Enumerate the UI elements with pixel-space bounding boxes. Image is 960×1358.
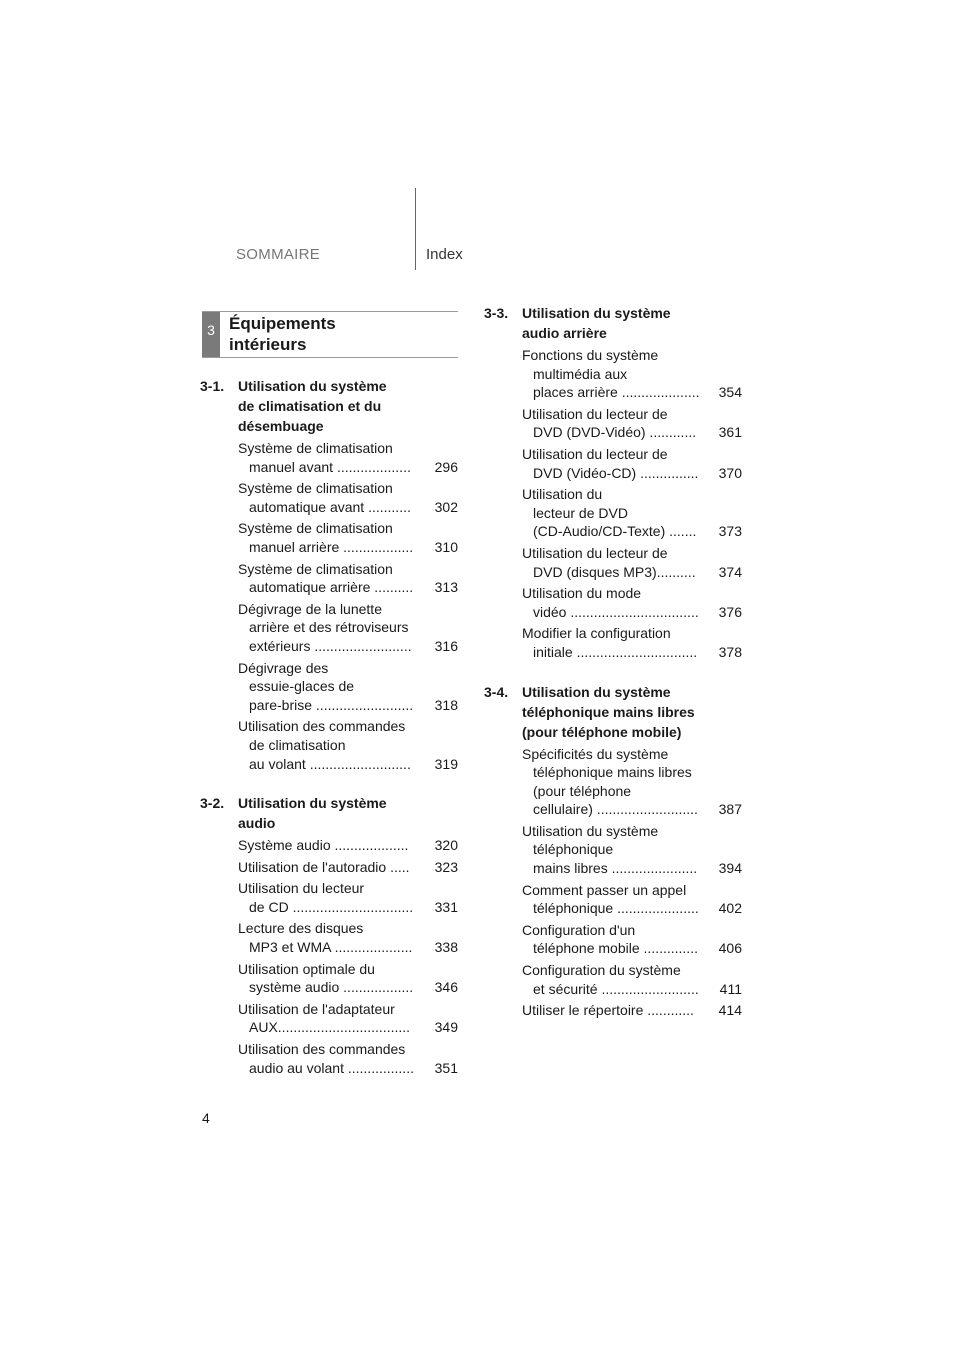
- section-title: Utilisation du système de climatisation et du désembuage: [238, 378, 387, 434]
- toc-entry[interactable]: [522, 445, 742, 482]
- toc-entry-page: 361: [718, 424, 742, 441]
- toc-entry-page: 376: [718, 603, 742, 620]
- toc-entry-title: Utilisation du lecteur de CD ...............................: [238, 880, 414, 915]
- toc-section: [484, 303, 742, 662]
- toc-entry[interactable]: [522, 485, 742, 541]
- toc-entry-page: 302: [434, 498, 458, 515]
- toc-entry-page: 331: [434, 898, 458, 915]
- toc-entry-title: Système de climatisation automatique arrière ..........: [238, 560, 414, 596]
- toc-entry[interactable]: [522, 961, 742, 998]
- chapter-rule-top: [202, 311, 458, 312]
- toc-entry-title: Utilisation du lecteur de DVD (Vidéo-CD) ...............: [522, 445, 699, 481]
- section-title: Utilisation du système audio: [238, 795, 387, 832]
- toc-entry-title: Utilisation optimale du système audio ..................: [238, 960, 414, 996]
- toc-section: [200, 376, 458, 773]
- toc-entry-title: Système audio ...................: [238, 837, 409, 854]
- toc-entry-page: 319: [434, 755, 458, 772]
- nav-sommaire-link[interactable]: SOMMAIRE: [236, 246, 321, 263]
- toc-entry[interactable]: [238, 479, 458, 516]
- toc-entry-title: Modifier la configuration initiale ...............................: [522, 625, 698, 660]
- toc-entry-page: 323: [434, 858, 458, 875]
- toc-entry-page: 387: [718, 801, 742, 818]
- section-number: 3-2.: [200, 795, 225, 812]
- toc-entry-page: 351: [434, 1059, 458, 1076]
- section-title: Utilisation du système téléphonique mains libres (pour téléphone mobile): [522, 683, 695, 740]
- toc-entry[interactable]: [522, 544, 742, 581]
- toc-entry-page: 406: [718, 940, 742, 957]
- toc-entry-page: 402: [718, 900, 742, 917]
- toc-entry-title: Utilisation de l'adaptateur AUX..................................: [238, 1000, 411, 1036]
- toc-entry-page: 394: [718, 860, 742, 877]
- toc-column-right: [484, 303, 742, 1040]
- toc-entry-page: 414: [718, 1002, 742, 1019]
- section-heading: [484, 303, 742, 343]
- section-number: 3-4.: [484, 683, 509, 700]
- toc-entry-title: Utilisation des commandes audio au volant .................: [238, 1041, 414, 1076]
- toc-entry-page: 316: [434, 637, 458, 654]
- toc-entry-title: Dégivrage de la lunette arrière et des rétroviseurs extérieurs .........................: [238, 600, 412, 654]
- chapter-tab: 3: [202, 312, 220, 358]
- toc-section: [200, 793, 458, 1077]
- toc-entry-page: 370: [718, 464, 742, 481]
- toc-entry[interactable]: [238, 1040, 458, 1077]
- toc-entry-title: Spécificités du système téléphonique mains libres (pour téléphone cellulaire) ..........................: [522, 745, 698, 818]
- toc-entry[interactable]: [238, 659, 458, 715]
- toc-entry-page: 310: [434, 538, 458, 555]
- chapter-rule-bottom: [202, 357, 458, 358]
- toc-entry-title: Utiliser le répertoire ............: [522, 1002, 694, 1019]
- toc-entry-title: Utilisation du lecteur de DVD (DVD-Vidéo) ............: [522, 405, 697, 441]
- section-number: 3-1.: [200, 378, 225, 394]
- toc-entry-page: 354: [718, 384, 742, 401]
- toc-entry[interactable]: [522, 624, 742, 661]
- toc-entry-title: Utilisation de l'autoradio .....: [238, 858, 410, 875]
- toc-entry-page: 346: [434, 979, 458, 996]
- toc-entry-title: Système de climatisation automatique avant ...........: [238, 480, 411, 515]
- chapter-title: Équipements intérieurs: [229, 314, 336, 354]
- toc-entry[interactable]: [238, 519, 458, 556]
- toc-entry[interactable]: [522, 584, 742, 621]
- toc-entry[interactable]: [522, 881, 742, 918]
- toc-entry[interactable]: [522, 405, 742, 442]
- page-number: 4: [202, 1110, 210, 1126]
- section-heading: [200, 793, 458, 833]
- toc-entry-page: 378: [718, 643, 742, 660]
- toc-entry-title: Système de climatisation manuel arrière ..................: [238, 520, 414, 555]
- toc-section: [484, 682, 742, 1020]
- section-heading: [484, 682, 742, 742]
- toc-entry[interactable]: [238, 879, 458, 916]
- section-number: 3-3.: [484, 305, 509, 321]
- toc-entry[interactable]: [238, 919, 458, 956]
- toc-entry-title: Comment passer un appel téléphonique .....................: [522, 881, 699, 917]
- toc-entry[interactable]: [238, 836, 458, 855]
- toc-entry-page: 349: [434, 1019, 458, 1036]
- nav-index-link[interactable]: Index: [426, 246, 463, 263]
- toc-entry-title: Lecture des disques MP3 et WMA ....................: [238, 920, 413, 956]
- toc-entry-page: 318: [434, 696, 458, 713]
- toc-entry-page: 374: [718, 563, 742, 580]
- nav-divider: [415, 188, 416, 270]
- toc-entry[interactable]: [522, 822, 742, 878]
- toc-entry-title: Utilisation des commandes de climatisation au volant ..........................: [238, 718, 411, 772]
- toc-entry[interactable]: [238, 439, 458, 476]
- toc-entry[interactable]: [238, 560, 458, 597]
- toc-entry[interactable]: [238, 600, 458, 656]
- toc-entry-title: Système de climatisation manuel avant ...................: [238, 440, 411, 475]
- toc-entry[interactable]: [522, 346, 742, 402]
- toc-entry[interactable]: [238, 717, 458, 773]
- toc-entry-page: 296: [434, 458, 458, 475]
- toc-entry[interactable]: [238, 960, 458, 997]
- toc-column-left: [200, 376, 458, 1097]
- toc-entry-title: Utilisation du mode vidéo .................................: [522, 585, 699, 620]
- toc-entry-title: Configuration d'un téléphone mobile ..............: [522, 921, 698, 957]
- section-heading: [200, 376, 458, 436]
- toc-entry-page: 313: [434, 579, 458, 596]
- toc-entry-title: Fonctions du système multimédia aux places arrière ....................: [522, 347, 700, 401]
- toc-entry-page: 338: [434, 939, 458, 956]
- toc-entry-title: Configuration du système et sécurité .........................: [522, 962, 699, 997]
- section-title: Utilisation du système audio arrière: [522, 305, 671, 341]
- toc-entry[interactable]: [238, 858, 458, 877]
- toc-entry[interactable]: [522, 1001, 742, 1020]
- toc-entry[interactable]: [522, 745, 742, 819]
- toc-entry-title: Utilisation du lecteur de DVD (CD-Audio/CD-Texte) .......: [522, 486, 697, 540]
- toc-entry-title: Utilisation du lecteur de DVD (disques MP3)..........: [522, 544, 696, 580]
- toc-entry[interactable]: [238, 1000, 458, 1037]
- toc-entry-title: Dégivrage des essuie-glaces de pare-brise .........................: [238, 659, 414, 713]
- toc-entry-page: 411: [719, 980, 742, 997]
- toc-entry[interactable]: [522, 921, 742, 958]
- toc-entry-title: Utilisation du système téléphonique mains libres ......................: [522, 822, 698, 877]
- toc-entry-page: 320: [434, 837, 458, 854]
- toc-entry-page: 373: [718, 523, 742, 540]
